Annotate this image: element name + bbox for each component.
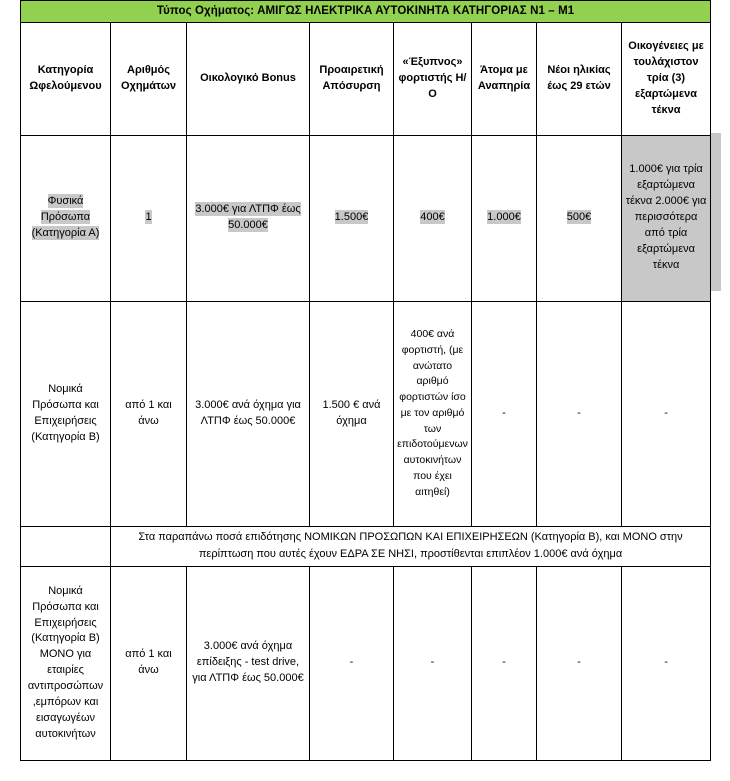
cell-text: Φυσικά Πρόσωπα (Κατηγορία Α): [31, 195, 100, 240]
cell-beneficiary-category: Νομικά Πρόσωπα και Επιχειρήσεις (Κατηγορία Β): [21, 301, 111, 526]
table-note-row: [21, 526, 711, 566]
subsidy-table: [20, 0, 711, 761]
header-large-families: Οικογένειες με τουλάχιστον τρία (3) εξαρτώμενα τέκνα: [622, 22, 711, 135]
cell-beneficiary-category: Νομικά Πρόσωπα και Επιχειρήσεις (Κατηγορία Β) ΜΟΝΟ για εταιρίες αντιπροσώπων ,εμπόρων και εισαγωγέων αυτοκινήτων: [21, 566, 111, 760]
header-vehicle-count: Αριθμός Οχημάτων: [111, 22, 187, 135]
cell-smart-charger: 400€ ανά φορτιστή, (με ανώτατο αριθμό φορτιστών ίσο με τον αριθμό των επιδοτούμενων αυτοκινήτων που έχει αιτηθεί): [394, 301, 472, 526]
table-header-row: [21, 22, 711, 135]
cell-note-spacer: [21, 526, 111, 566]
cell-text: 1: [145, 211, 152, 224]
cell-eco-bonus: [187, 135, 310, 301]
header-eco-bonus: Οικολογικό Bonus: [187, 22, 310, 135]
cell-smart-charger: -: [394, 566, 472, 760]
header-disabled-persons: Άτομα με Αναπηρία: [472, 22, 537, 135]
cell-large-families: -: [622, 566, 711, 760]
cell-young-people: -: [537, 566, 622, 760]
cell-disabled-persons: -: [472, 301, 537, 526]
cell-vehicle-count: [111, 135, 187, 301]
header-beneficiary-category: Κατηγορία Ωφελούμενου: [21, 22, 111, 135]
header-smart-charger: «Έξυπνος» φορτιστής Η/Ο: [394, 22, 472, 135]
table-row: [21, 566, 711, 760]
cell-vehicle-count: από 1 και άνω: [111, 566, 187, 760]
header-young-people: Νέοι ηλικίας έως 29 ετών: [537, 22, 622, 135]
cell-large-families: -: [622, 301, 711, 526]
cell-young-people: [537, 135, 622, 301]
vehicle-type-banner: Τύπος Οχήματος: ΑΜΙΓΩΣ ΗΛΕΚΤΡΙΚΑ ΑΥΤΟΚΙΝΗΤΑ ΚΑΤΗΓΟΡΙΑΣ Ν1 – Μ1: [21, 1, 711, 23]
cell-eco-bonus: 3.000€ ανά όχημα για ΛΤΠΦ έως 50.000€: [187, 301, 310, 526]
cell-young-people: -: [537, 301, 622, 526]
selection-bleed-overlay: [710, 133, 721, 291]
cell-large-families: 1.000€ για τρία εξαρτώμενα τέκνα 2.000€ για περισσότερα από τρία εξαρτώμενα τέκνα: [622, 135, 711, 301]
island-surcharge-note: Στα παραπάνω ποσά επιδότησης ΝΟΜΙΚΩΝ ΠΡΟΣΩΠΩΝ ΚΑΙ ΕΠΙΧΕΙΡΗΣΕΩΝ (Κατηγορία Β), και ΜΟΝΟ στην περίπτωση που αυτές έχουν ΕΔΡΑ ΣΕ ΝΗΣΙ, προστίθενται επιπλέον 1.000€ ανά όχημα: [111, 526, 711, 566]
cell-disabled-persons: [472, 135, 537, 301]
cell-eco-bonus: 3.000€ ανά όχημα επίδειξης - test drive, για ΛΤΠΦ έως 50.000€: [187, 566, 310, 760]
cell-smart-charger: [394, 135, 472, 301]
cell-text: 1.000€: [487, 211, 521, 224]
header-optional-withdrawal: Προαιρετική Απόσυρση: [310, 22, 394, 135]
table-row: [21, 135, 711, 301]
table-row: [21, 301, 711, 526]
cell-vehicle-count: από 1 και άνω: [111, 301, 187, 526]
cell-text: 3.000€ για ΛΤΠΦ έως 50.000€: [195, 203, 301, 232]
cell-beneficiary-category: [21, 135, 111, 301]
grant-table-container: [20, 0, 710, 761]
cell-optional-withdrawal: -: [310, 566, 394, 760]
cell-text: 500€: [566, 211, 592, 224]
table-banner-row: [21, 1, 711, 23]
cell-optional-withdrawal: [310, 135, 394, 301]
cell-text: 1.500€: [334, 211, 369, 224]
cell-optional-withdrawal: 1.500 € ανά όχημα: [310, 301, 394, 526]
cell-text: 400€: [420, 211, 445, 224]
cell-disabled-persons: -: [472, 566, 537, 760]
